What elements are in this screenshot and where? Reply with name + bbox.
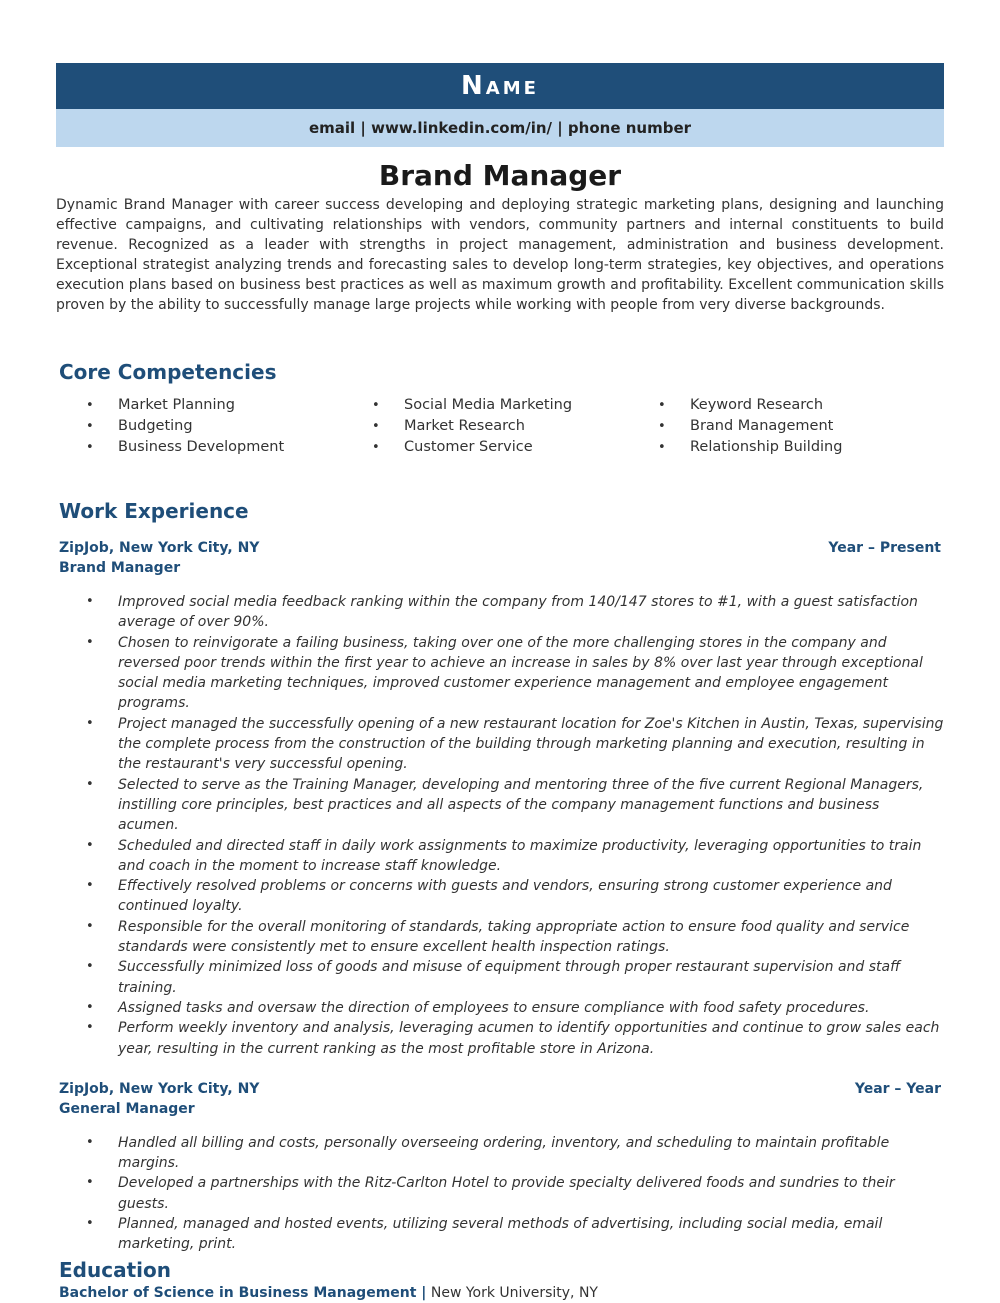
job-header — [56, 538, 944, 558]
achievement-item: • Responsible for the overall monitoring of standards, taking appropriate action to ensure food quality and service standards were consistently met to ensure excellent health inspection ratings. — [86, 918, 910, 956]
professional-summary: Dynamic Brand Manager with career success developing and deploying strategic marketing plans, designing and launching effective campaigns, and cultivating relationships with vendors, community partners and internal constituents to build revenue. Recognized as a leader with strengths in project management, administration and business development. Exceptional strategist analyzing trends and forecasting sales to develop long-term strategies, key objectives, and operations execution plans based on business best practices as well as maximum growth and profitability. Excellent communication skills proven by the ability to successfully manage large projects while working with people from very diverse backgrounds. — [56, 197, 944, 313]
name-banner — [56, 63, 944, 109]
bullet-icon: • — [86, 776, 94, 792]
job-achievements — [56, 1133, 944, 1255]
bullet-icon: • — [86, 878, 94, 894]
competencies-column — [86, 395, 372, 458]
job-company: ZipJob, New York City, NY — [59, 540, 260, 556]
achievement-item: • Planned, managed and hosted events, utilizing several methods of advertising, including social media, email marketing, print. — [86, 1216, 883, 1253]
achievement-item: • Perform weekly inventory and analysis, leveraging acumen to identify opportunities and continue to grow sales each year, resulting in the current ranking as the most profitable store in Arizona. — [86, 1020, 940, 1057]
bullet-icon: • — [86, 1175, 94, 1191]
education-entry — [56, 1283, 944, 1303]
job-entry — [56, 1079, 944, 1255]
bullet-icon: • — [372, 398, 380, 413]
bullet-icon: • — [86, 959, 94, 975]
bullet-icon: • — [86, 715, 94, 731]
section-title-competencies: Core Competencies — [59, 360, 277, 384]
bullet-icon: • — [86, 594, 94, 609]
competency-item: • Keyword Research — [658, 395, 944, 416]
job-company: ZipJob, New York City, NY — [59, 1080, 260, 1097]
achievement-item: • Assigned tasks and oversaw the direction of employees to ensure compliance with food safety procedures. — [86, 998, 944, 1018]
bullet-icon: • — [86, 999, 94, 1015]
competencies-column — [372, 395, 658, 458]
bullet-icon: • — [86, 419, 94, 434]
achievement-item: • Improved social media feedback ranking within the company from 140/147 stores to #1, with a guest satisfaction average of over 90%. — [86, 594, 918, 631]
competency-item: • Relationship Building — [658, 437, 944, 458]
bullet-icon: • — [86, 398, 94, 413]
competency-item: • Market Planning — [86, 395, 372, 416]
section-title-experience: Work Experience — [59, 499, 249, 523]
job-dates: Year – Year — [854, 1080, 941, 1097]
contact-banner — [56, 109, 944, 147]
contact-line: email | www.linkedin.com/in/ | phone number — [308, 119, 692, 137]
bullet-icon: • — [658, 440, 666, 455]
achievement-item: • Project managed the successfully opening of a new restaurant location for Zoe's Kitchen in Austin, Texas, supervising the complete process from the construction of the building through marketing planning and execution, resulting in the restaurant's very successful opening. — [86, 715, 944, 773]
job-dates: Year – Present — [828, 540, 941, 556]
job-role: Brand Manager — [59, 560, 181, 576]
achievement-item: • Effectively resolved problems or concerns with guests and vendors, ensuring strong customer experience and continued loyalty. — [86, 878, 892, 915]
education-school: New York University, NY — [426, 1284, 598, 1301]
competency-item: • Market Research — [372, 416, 658, 437]
bullet-icon: • — [86, 1134, 94, 1150]
competency-item: • Budgeting — [86, 416, 372, 437]
bullet-icon: • — [658, 419, 666, 434]
competencies-grid — [56, 395, 944, 458]
bullet-icon: • — [658, 398, 666, 413]
achievement-item: • Successfully minimized loss of goods and misuse of equipment through proper restaurant supervision and staff training. — [86, 959, 901, 996]
competencies-column — [658, 395, 944, 458]
bullet-icon: • — [86, 1216, 94, 1232]
bullet-icon: • — [86, 837, 94, 853]
bullet-icon: • — [86, 634, 94, 650]
achievement-item: • Chosen to reinvigorate a failing business, taking over one of the more challenging stores in the company and reversed poor trends within the first year to achieve an increase in sales by 8% over last year through exceptional social media marketing techniques, improved customer experience management and employee engagement programs. — [86, 634, 923, 712]
competency-item: • Customer Service — [372, 437, 658, 458]
bullet-icon: • — [86, 1020, 94, 1036]
section-title-education: Education — [59, 1257, 171, 1282]
competency-item: • Business Development — [86, 437, 372, 458]
job-headline: Brand Manager — [378, 159, 622, 192]
job-achievements — [56, 592, 944, 1059]
achievement-item: • Handled all billing and costs, personally overseeing ordering, inventory, and scheduling to maintain profitable margins. — [86, 1134, 890, 1172]
bullet-icon: • — [372, 419, 380, 434]
competency-item: • Social Media Marketing — [372, 395, 658, 416]
achievement-item: • Selected to serve as the Training Manager, developing and mentoring three of the five current Regional Managers, instilling core principles, best practices and all aspects of the company management functions and business acumen. — [86, 776, 924, 834]
resume-page — [56, 63, 944, 1303]
candidate-name: Name — [461, 71, 539, 101]
bullet-icon: • — [86, 440, 94, 455]
job-role: General Manager — [59, 1100, 195, 1117]
achievement-item: • Scheduled and directed staff in daily work assignments to maximize productivity, leveraging opportunities to train and coach in the moment to increase staff knowledge. — [86, 837, 922, 874]
bullet-icon: • — [372, 440, 380, 455]
competency-item: • Brand Management — [658, 416, 944, 437]
education-degree: Bachelor of Science in Business Management | — [59, 1284, 427, 1301]
job-entry — [56, 538, 944, 1059]
bullet-icon: • — [86, 918, 94, 934]
achievement-item: • Developed a partnerships with the Ritz-Carlton Hotel to provide specialty delivered foods and sundries to their guests. — [86, 1175, 895, 1212]
job-header — [56, 1079, 944, 1099]
